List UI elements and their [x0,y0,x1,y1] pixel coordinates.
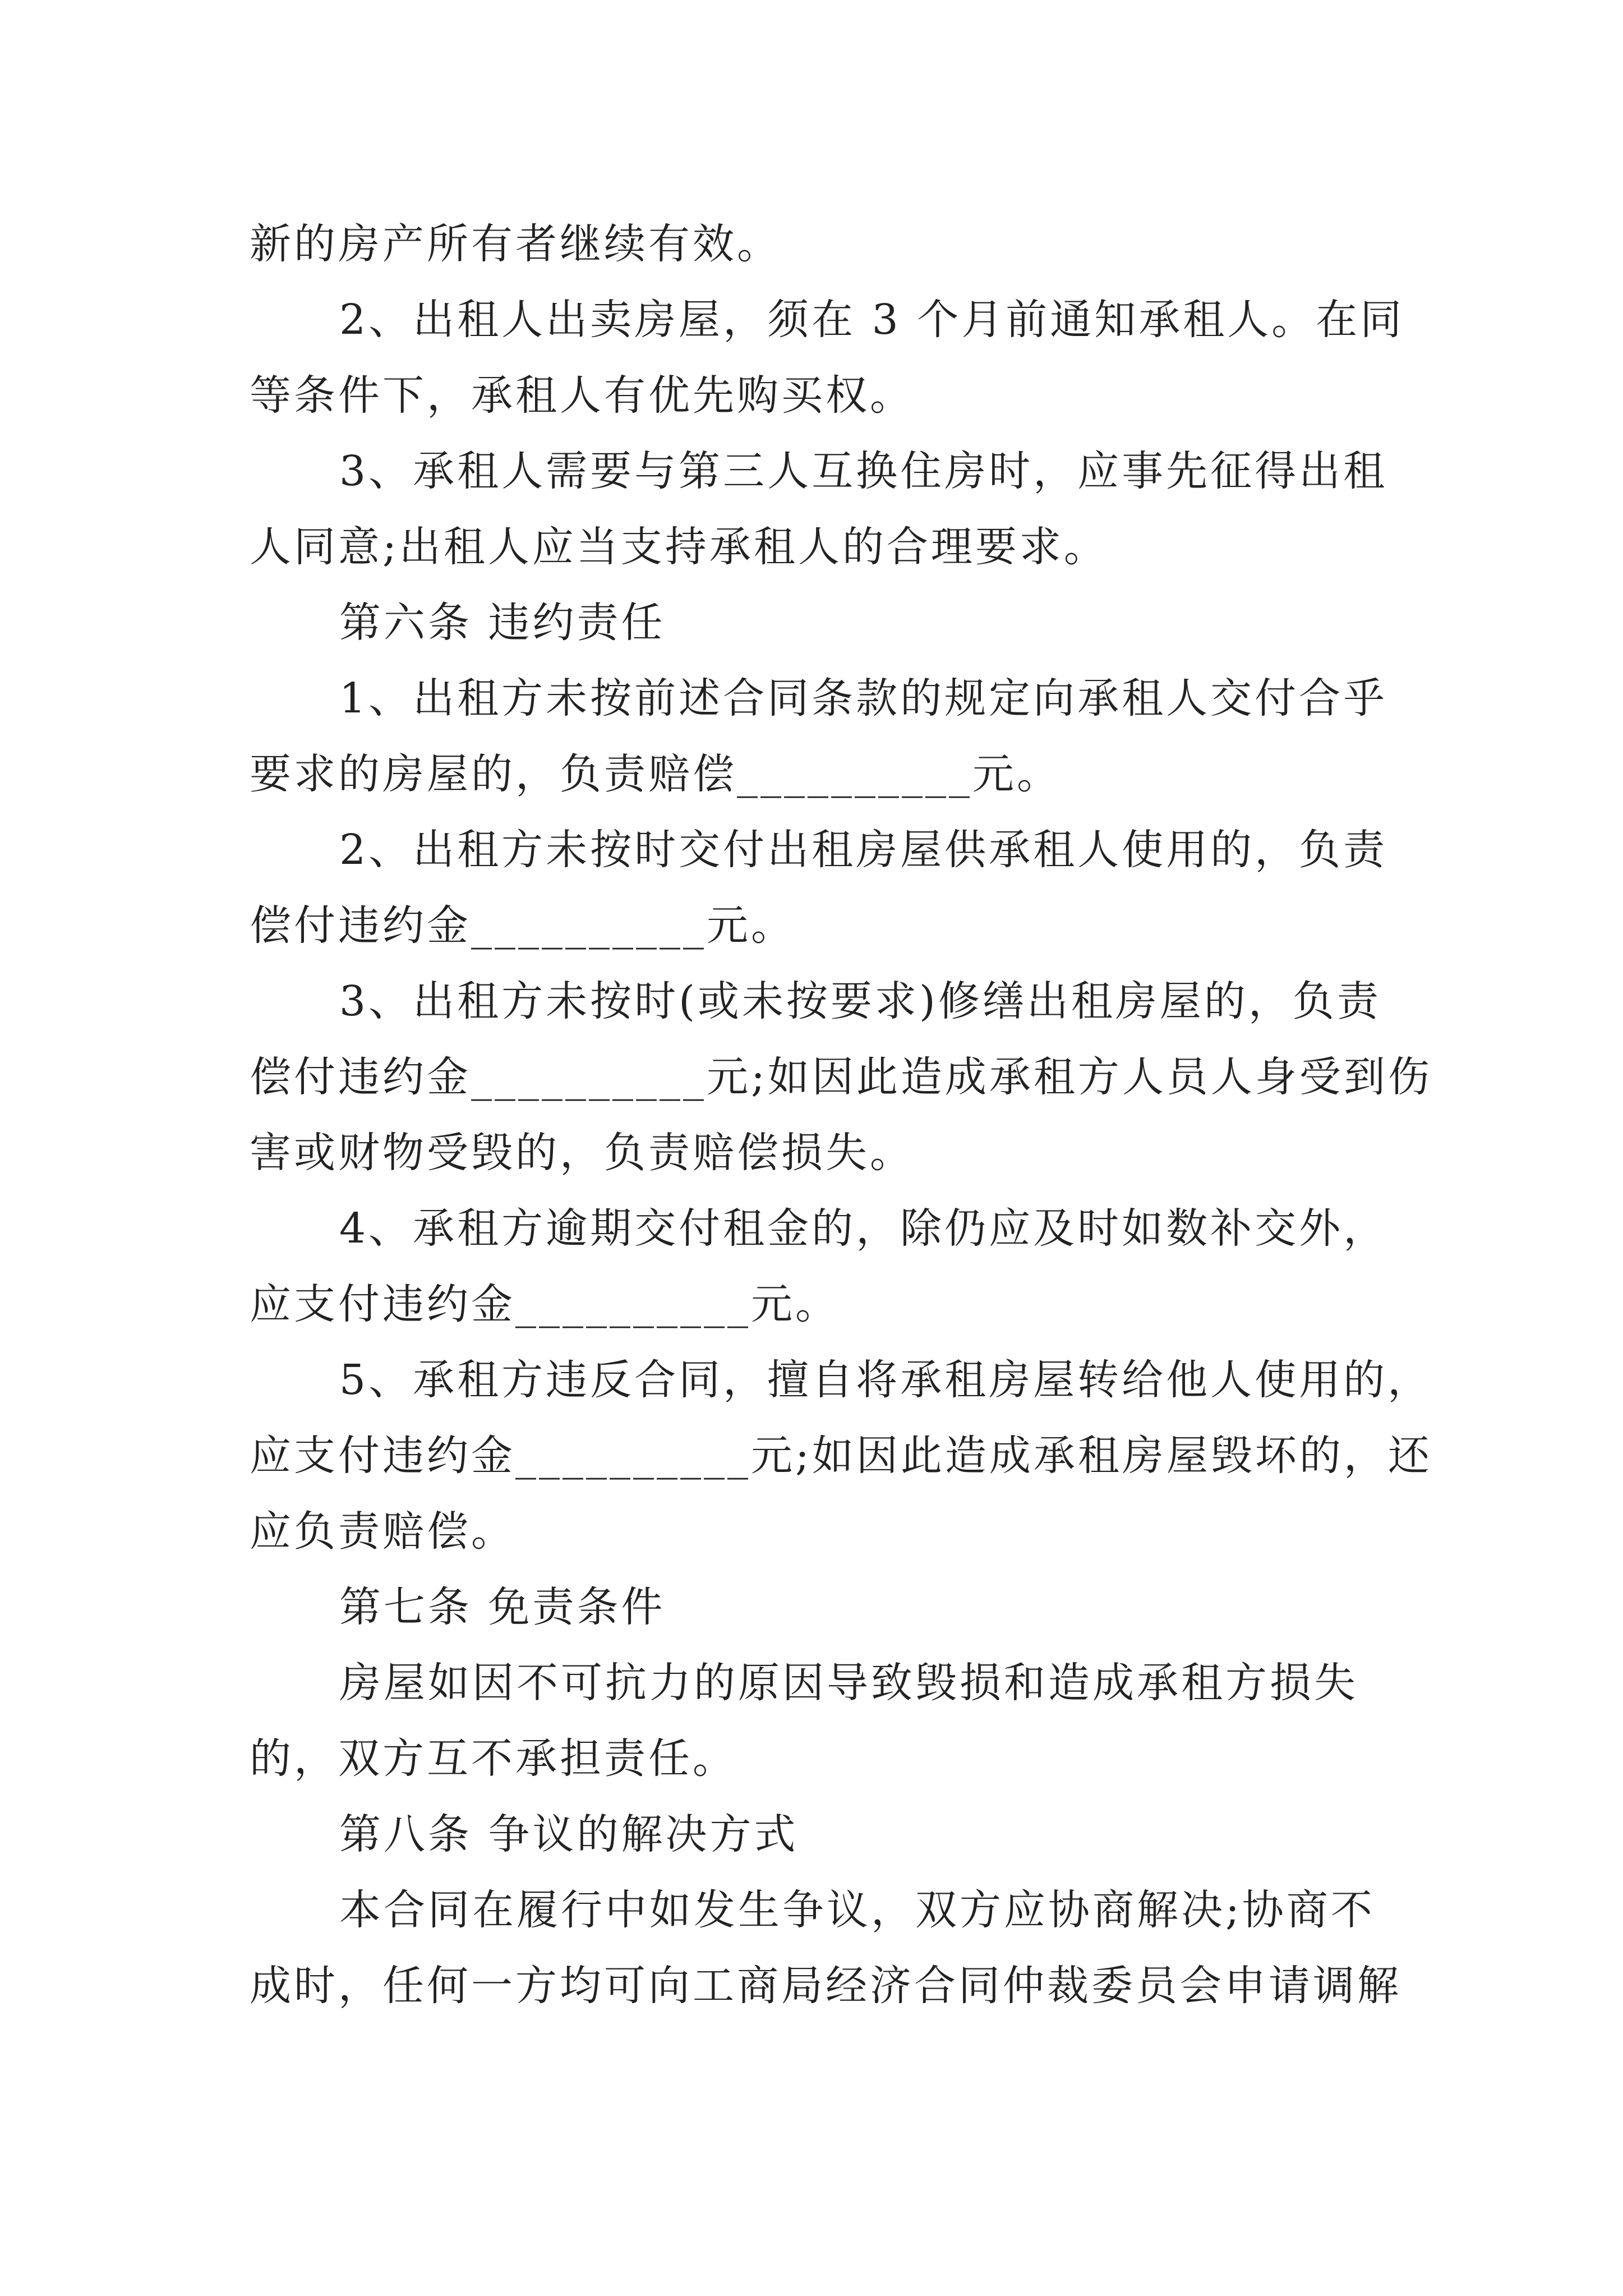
text-line: 偿付违约金__________元;如因此造成承租方人员人身受到伤 [250,1053,1432,1101]
section-heading: 第七条 免责条件 [339,1583,666,1631]
text-line: 2、出租人出卖房屋，须在 3 个月前通知承租人。在同 [339,296,1405,344]
text-line: 害或财物受毁的，负责赔偿损失。 [250,1129,914,1177]
text-line: 1、出租方未按前述合同条款的规定向承租人交付合乎 [339,674,1388,723]
text-line: 应支付违约金__________元;如因此造成承租房屋毁坏的，还 [250,1432,1432,1480]
text-line: 偿付违约金__________元。 [250,901,795,950]
text-line: 成时，任何一方均可向工商局经济合同仲裁委员会申请调解 [250,1962,1401,2010]
text-line: 本合同在履行中如发生争议，双方应协商解决;协商不 [339,1886,1375,1934]
text-line: 等条件下，承租人有优先购买权。 [250,371,914,420]
text-line: 应支付违约金__________元。 [250,1280,840,1328]
text-line: 的，双方互不承担责任。 [250,1734,737,1783]
section-heading: 第八条 争议的解决方式 [339,1810,799,1858]
text-line: 要求的房屋的，负责赔偿__________元。 [250,750,1061,798]
text-line: 2、出租方未按时交付出租房屋供承租人使用的，负责 [339,826,1388,874]
text-line: 3、出租方未按时(或未按要求)修缮出租房屋的，负责 [339,977,1381,1025]
text-line: 人同意;出租人应当支持承租人的合理要求。 [250,523,1108,571]
text-line: 新的房产所有者继续有效。 [250,220,781,268]
text-line: 应负责赔偿。 [250,1507,515,1556]
text-line: 5、承租方违反合同，擅自将承租房屋转给他人使用的， [339,1356,1432,1404]
text-line: 3、承租人需要与第三人互换住房时，应事先征得出租 [339,447,1388,495]
section-heading: 第六条 违约责任 [339,599,666,647]
text-line: 4、承租方逾期交付租金的，除仍应及时如数补交外， [339,1204,1388,1253]
text-line: 房屋如因不可抗力的原因导致毁损和造成承租方损失 [339,1659,1358,1707]
